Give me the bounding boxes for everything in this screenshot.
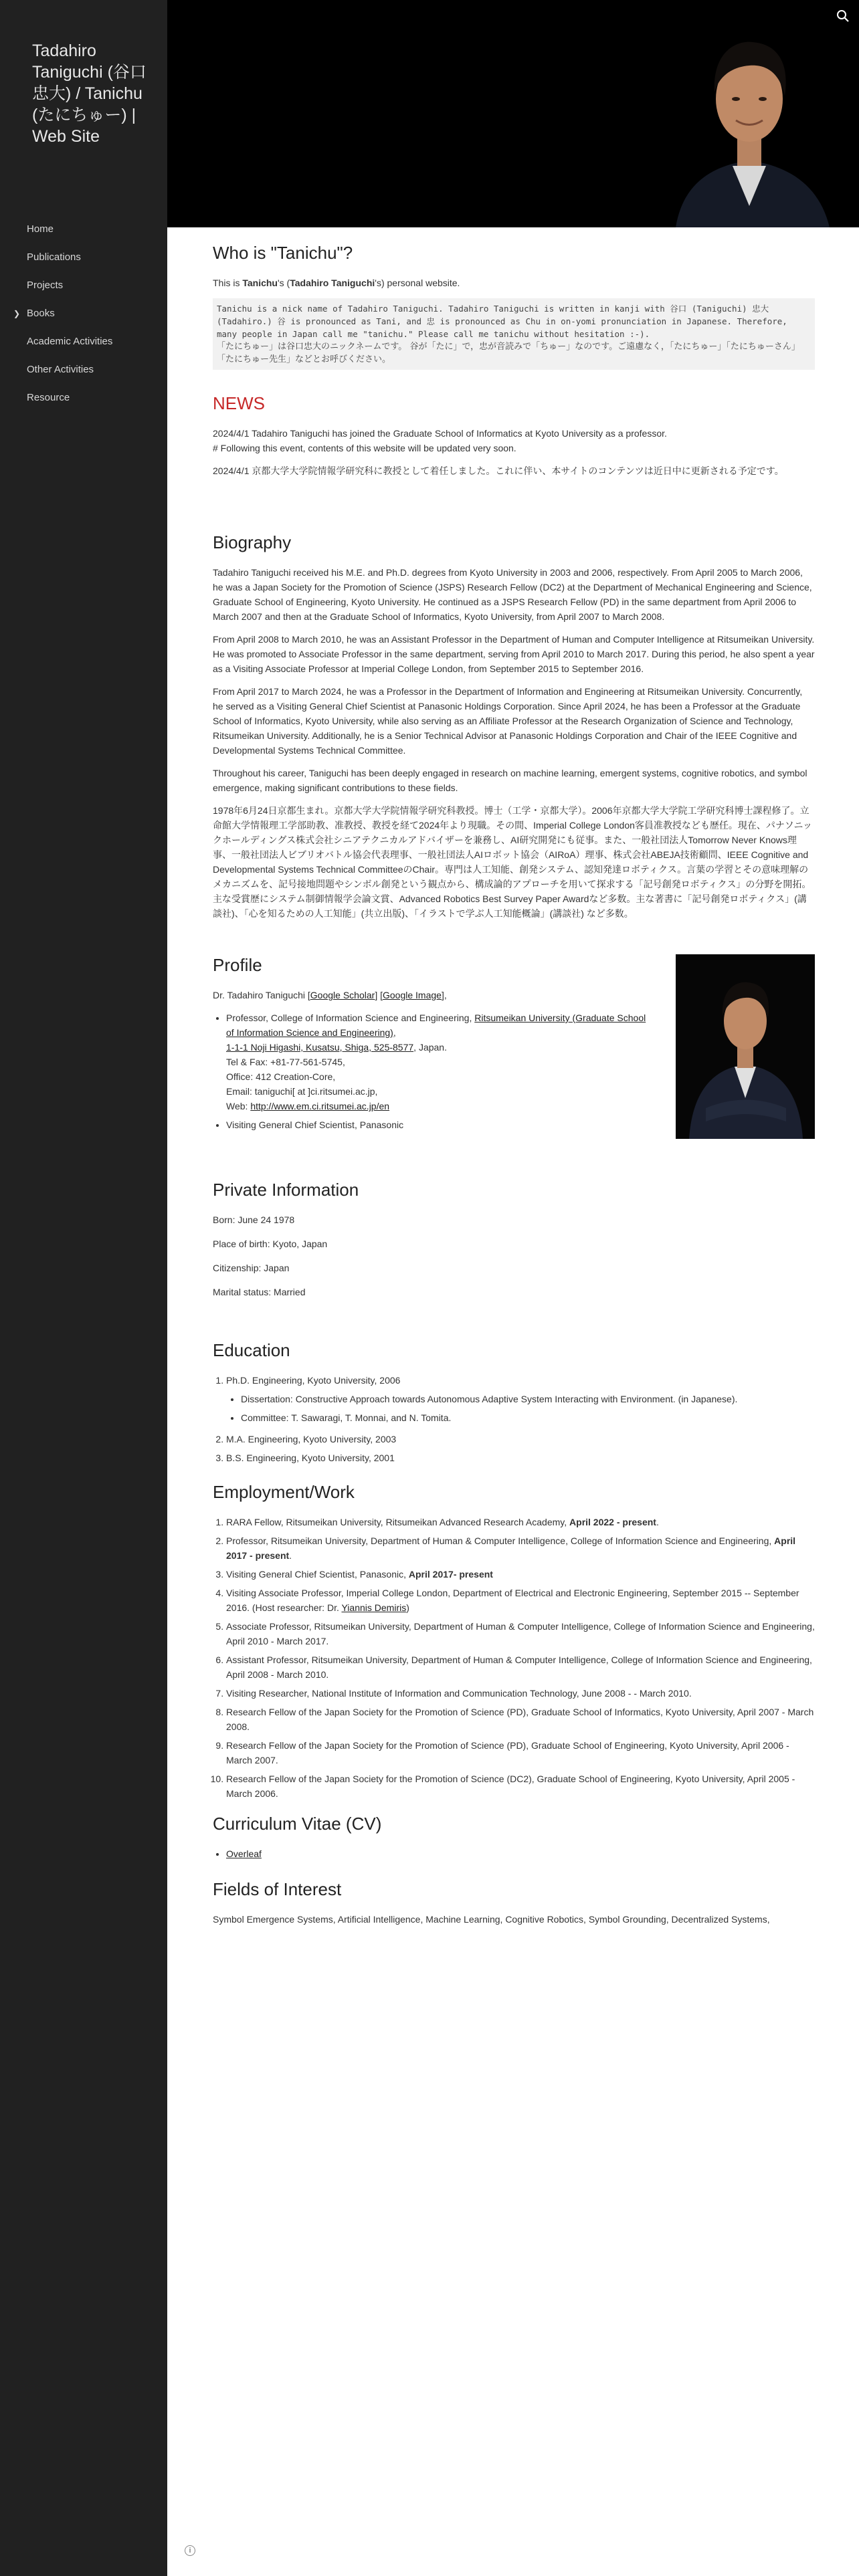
position-text: Professor, College of Information Science and Engineering, [226,1012,475,1023]
employment-item [226,1567,815,1582]
intro-nick: Tanichu [242,278,278,288]
who-section [213,242,815,370]
hero-banner [167,0,859,227]
sidebar-nav [0,215,167,412]
profile-panasonic: • Visiting General Chief Scientist, Panasonic [226,1117,654,1132]
nickname-en: Tanichu is a nick name of Tadahiro Taniguchi. Tadahiro Taniguchi is written in kanji with 谷口 (Taniguchi) 忠大(Tadahiro.) 谷 is pronounced as Tani, and 忠 is pronounced as Chu in on-yomi pronunciation in Japanese. Therefore, many people in Japan call me "tanichu." Please call me tanichu without hesitation :-). [217,304,787,339]
tel-fax: Tel & Fax: +81-77-561-5745, [226,1057,345,1067]
cv-list [213,1846,815,1861]
nav-item-home[interactable]: Home [27,223,54,235]
employment-item: 2. Professor, Ritsumeikan University, Department of Human & Computer Intelligence, College of Information Science and Engineering, April 2017 - present. [226,1533,815,1563]
site-title[interactable]: Tadahiro Taniguchi (谷口忠大) / Tanichu (たにちゅー) | Web Site [32,41,147,146]
office: Office: 412 Creation-Core, [226,1071,336,1082]
cv-item [226,1846,815,1861]
bio-paragraph: Throughout his career, Taniguchi has been deeply engaged in research on machine learning, emergent systems, cognitive robotics, and symbol emergence, making significant contributions to these fields. [213,768,807,793]
who-intro [213,276,815,290]
profile-photo [676,954,815,1139]
place-of-birth: Place of birth: Kyoto, Japan [213,1239,328,1249]
info-icon[interactable]: i [185,2545,195,2556]
who-heading: Who is "Tanichu"? [213,243,353,263]
employment-item: 5. Associate Professor, Ritsumeikan University, Department of Human & Computer Intelligence, College of Information Science and Engineering, April 2010 - March 2017. [226,1619,815,1648]
address-link[interactable]: 1-1-1 Noji Higashi, Kusatsu, Shiga, 525-8577 [226,1042,414,1053]
web-link[interactable]: http://www.em.ci.ritsumei.ac.jp/en [250,1101,390,1111]
news-section [213,393,815,478]
phd-details [226,1392,815,1425]
biography-heading: Biography [213,532,292,552]
bio-paragraph-jp: 1978年6月24日京都生まれ。京都大学大学院情報学研究科教授。博士（工学・京都大学）。2006年京都大学大学院工学研究科博士課程修了。立命館大学情報理工学部助教、准教授、教授を経て2024年より現職。その間、Imperial College London客員准教授なども歴任。現在、パナソニックホールディングス株式会社シニアテクニカルアドバイザーを兼務し、AI研究開発にも従事。また、一般社団法人Tomorrow Never Knows理事、一般社団法人ビブリオバトル協会代表理事、一般社団法人AIロボット協会（AIRoA）理事、株式会社ABEJA技術顧問、IEEE Cognitive and Developmental Systems Technical CommitteeのChair。専門は人工知能、創発システム、認知発達ロボティクス。言葉の学習とその意味理解のメカニズムを、記号接地問題やシンボル創発という観点から、構成論的アプローチを用いて探求する「記号創発ロボティクス」の分野を開拓。主な受賞歴にシステム制御情報学会論文賞、Advanced Robotics Best Survey Paper Awardなど多数。主な著書に「記号創発ロボティクス」(講談社)、「心を知るための人工知能」(共立出版)、「イラストで学ぶ人工知能概論」(講談社) など多数。 [213,805,812,919]
profile-text [213,954,654,1132]
intro-text-end: 's) personal website. [375,278,460,288]
nav-item-books-label: Books [27,308,55,319]
profile-list [213,1010,654,1132]
education-list [213,1373,815,1465]
private-section [213,1179,815,1299]
employment-item: 7. Visiting Researcher, National Institute of Information and Communication Technology, June 2008 - - March 2010. [226,1686,815,1701]
profile-name [213,988,654,1002]
biography-section [213,532,815,921]
profile-end: ], [441,990,447,1000]
nickname-jp: 「たにちゅー」は谷口忠大のニックネームです。 谷が「たに」で，忠が音読みで「ちゅー」なのです。ご遠慮なく，「たにちゅー」「たにちゅーさん」「たにちゅー先生」などとお呼びください。 [217,342,800,364]
news-heading: NEWS [213,393,265,413]
employment-item: 1. RARA Fellow, Ritsumeikan University, Ritsumeikan Advanced Research Academy, April 2022 - present. [226,1515,815,1529]
news-jp: 2024/4/1 京都大学大学院情報学研究科に教授として着任しました。これに伴い、本サイトのコンテンツは近日中に更新される予定です。 [213,465,784,476]
profile-sep: ] [ [375,990,383,1000]
host-researcher-link[interactable]: Yiannis Demiris [341,1602,407,1613]
marital-status: Marital status: Married [213,1287,306,1297]
overleaf-link[interactable]: Overleaf [226,1848,262,1859]
emp-text: Professor, Ritsumeikan University, Department of Human & Computer Intelligence, College of Information Science and Engineering, [226,1535,775,1546]
nav-item-books[interactable] [0,300,167,328]
profile-photo-image [676,954,815,1139]
committee: • Committee: T. Sawaragi, T. Monnai, and N. Tomita. [241,1410,815,1425]
employment-item: 8. Research Fellow of the Japan Society for the Promotion of Science (PD), Graduate School of Informatics, Kyoto University, April 2007 - March 2008. [226,1705,815,1734]
cv-heading: Curriculum Vitae (CV) [213,1814,382,1834]
private-heading: Private Information [213,1180,359,1200]
emp-text-end: ) [406,1602,409,1613]
university-link[interactable]: Ritsumeikan University (Graduate School of Information Science and Engineering) [226,1012,646,1038]
bio-paragraph: From April 2008 to March 2010, he was an Assistant Professor in the Department of Human and Computer Intelligence at Ritsumeikan University. He was promoted to Associate Professor in the same department, serving from April 2010 to March 2017. During this period, he also spent a year as a Visiting Associate Professor at Imperial College London, from September 2015 to September 2016. [213,634,815,674]
intro-name: Tadahiro Taniguchi [290,278,375,288]
bio-paragraph: Tadahiro Taniguchi received his M.E. and Ph.D. degrees from Kyoto University in 2003 and 2006, respectively. From April 2005 to March 2006, he was a Japan Society for the Promotion of Science (JSPS) Research Fellow (DC2) at the Department of Mechanical Engineering and Science, Graduate School of Engineering, Kyoto University. He continued as a JSPS Research Fellow (PD) in the same department from April 2006 to March 2007 and then at the Graduate School of Informatics, Kyoto University, from April 2007 to March 2008. [213,567,812,622]
fields-section [213,1879,815,1927]
nav-item-publications[interactable]: Publications [27,251,81,263]
emp-text: Visiting General Chief Scientist, Panasonic, [226,1569,409,1580]
emp-text: RARA Fellow, Ritsumeikan University, Ritsumeikan Advanced Research Academy, [226,1517,570,1527]
sidebar [0,0,167,2576]
born: Born: June 24 1978 [213,1214,295,1225]
employment-item: 9. Research Fellow of the Japan Society for the Promotion of Science (PD), Graduate School of Engineering, Kyoto University, April 2006 - March 2007. [226,1738,815,1767]
search-icon[interactable] [836,9,850,23]
main-content [213,242,815,1949]
employment-heading: Employment/Work [213,1482,355,1502]
profile-name-text: Dr. Tadahiro Taniguchi [ [213,990,310,1000]
employment-item: 10. Research Fellow of the Japan Society for the Promotion of Science (DC2), Graduate School of Engineering, Kyoto University, April 2005 - March 2006. [226,1772,815,1801]
nav-item-other-activities[interactable]: Other Activities [27,364,94,375]
google-scholar-link[interactable]: Google Scholar [310,990,375,1000]
nickname-code-block [213,298,815,370]
emp-text: Visiting Associate Professor, Imperial College London, Department of Electrical and Electronic Engineering, September 2015 -- September 2016. (Host researcher: Dr. [226,1588,799,1613]
education-item: 2. M.A. Engineering, Kyoto University, 2003 [226,1432,815,1446]
education-item: 3. B.S. Engineering, Kyoto University, 2001 [226,1451,815,1465]
employment-item [226,1586,815,1615]
education-item [226,1373,815,1425]
edu-phd: Ph.D. Engineering, Kyoto University, 2006 [226,1375,401,1386]
news-en: 2024/4/1 Tadahiro Taniguchi has joined the Graduate School of Informatics at Kyoto University as a professor. [213,428,667,439]
education-section [213,1339,815,1465]
emp-date: April 2022 - present [569,1517,656,1527]
employment-list [213,1515,815,1801]
google-image-link[interactable]: Google Image [382,990,442,1000]
nav-item-academic-activities[interactable]: Academic Activities [27,336,113,347]
web-label: Web: [226,1101,251,1111]
education-heading: Education [213,1340,290,1360]
emp-date: April 2017 - present [226,1535,796,1561]
employment-item: 6. Assistant Professor, Ritsumeikan University, Department of Human & Computer Intelligence, College of Information Science and Engineering, April 2008 - March 2010. [226,1652,815,1682]
intro-text-mid: 's ( [277,278,290,288]
portrait-photo [649,5,850,227]
nav-item-resource[interactable]: Resource [27,392,70,403]
intro-text: This is [213,278,243,288]
profile-position: • Professor, College of Information Science and Engineering, Ritsumeikan University (Graduate School of Information Science and Engineering), 1-1-1 Noji Higashi, Kusatsu, Shiga, 525-8577, Japan. Tel & Fax: +81-77-561-5745, Office: 412 Creation-Core, Email: taniguchi[ at ]ci.ritsumei.ac.jp, Web: http://www.em.ci.ritsumei.ac.jp/en [226,1010,654,1113]
fields-text: Symbol Emergence Systems, Artificial Intelligence, Machine Learning, Cognitive Robotics, Symbol Grounding, Decentralized Systems, [213,1914,770,1925]
news-en-note: # Following this event, contents of this website will be updated very soon. [213,443,516,453]
dissertation: • Dissertation: Constructive Approach towards Autonomous Adaptive System Interacting with Environment. (in Japanese). [241,1392,815,1406]
address-suffix: , Japan. [413,1042,447,1053]
citizenship: Citizenship: Japan [213,1263,290,1273]
cv-section [213,1813,815,1861]
chevron-down-icon[interactable]: ❯ [13,309,21,318]
profile-heading: Profile [213,955,262,975]
bio-paragraph: From April 2017 to March 2024, he was a Professor in the Department of Information and Engineering at Ritsumeikan University. Concurrently, he served as a Visiting General Chief Scientist at Panasonic Holdings Corporation. Since April 2024, he has been a Professor at the Graduate School of Informatics, Kyoto University, while also serving as an Affiliate Professor at the Research Organization of Science and Technology, Ritsumeikan University. Additionally, he is a Senior Technical Advisor at Panasonic Holdings Corporation and Chair of the IEEE Cognitive and Developmental Systems Technical Committee. [213,686,803,756]
emp-date: April 2017- present [408,1569,493,1580]
email: Email: taniguchi[ at ]ci.ritsumei.ac.jp, [226,1086,378,1097]
nav-item-projects[interactable]: Projects [27,280,64,291]
profile-section [213,954,815,1132]
employment-section [213,1481,815,1801]
fields-heading: Fields of Interest [213,1879,342,1899]
